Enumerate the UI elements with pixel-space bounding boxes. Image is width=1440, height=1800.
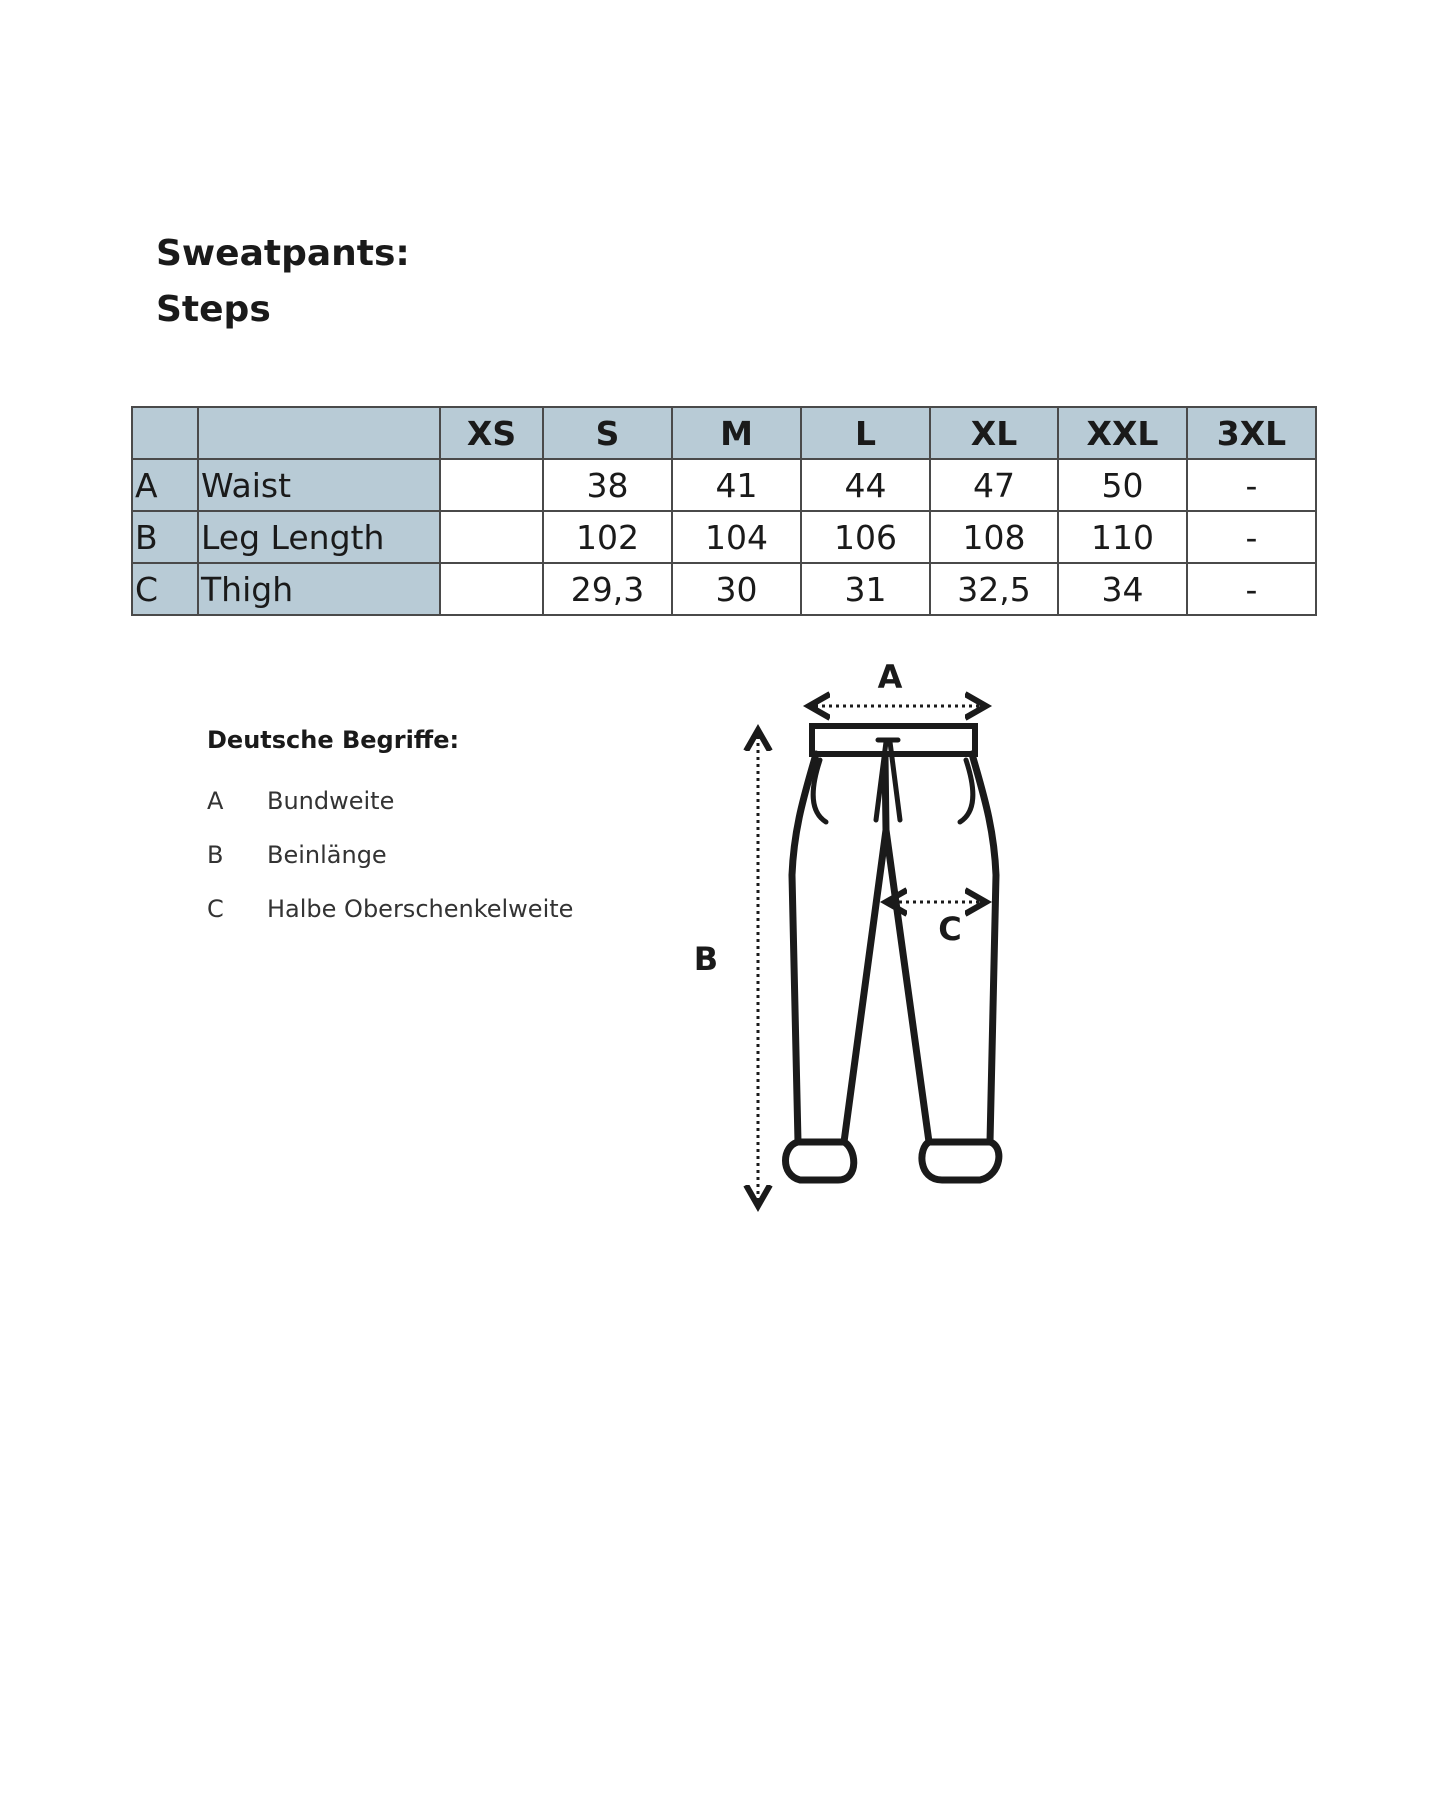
label-b: B — [693, 940, 719, 978]
header-size-l: L — [801, 407, 930, 459]
sweatpants-outline-icon — [660, 640, 1060, 1220]
label-a: A — [877, 658, 903, 696]
right-pocket — [960, 760, 973, 822]
table-cell: 102 — [543, 511, 672, 563]
page-title: Sweatpants: — [156, 233, 410, 274]
legend-term: Beinlänge — [267, 841, 387, 869]
row-code: C — [132, 563, 198, 615]
row-code: B — [132, 511, 198, 563]
table-cell: 106 — [801, 511, 930, 563]
header-size-3xl: 3XL — [1187, 407, 1316, 459]
left-pocket — [813, 760, 826, 822]
legend-item — [207, 774, 573, 828]
table-cell: - — [1187, 459, 1316, 511]
legend-item — [207, 882, 573, 936]
header-size-xxl: XXL — [1058, 407, 1187, 459]
header-size-m: M — [672, 407, 801, 459]
table-row — [132, 511, 1316, 563]
size-table — [131, 406, 1317, 616]
page-subtitle: Steps — [156, 289, 271, 330]
table-row — [132, 459, 1316, 511]
legend-code: B — [207, 841, 224, 869]
title-block — [156, 226, 410, 338]
table-cell: 44 — [801, 459, 930, 511]
table-cell: 104 — [672, 511, 801, 563]
table-cell: - — [1187, 563, 1316, 615]
table-cell: 34 — [1058, 563, 1187, 615]
table-header-row — [132, 407, 1316, 459]
row-code: A — [132, 459, 198, 511]
legend-item — [207, 828, 573, 882]
legend-code: A — [207, 787, 224, 815]
sweatpants-diagram — [660, 640, 1060, 1220]
pants-body — [792, 754, 996, 1142]
table-cell: 29,3 — [543, 563, 672, 615]
left-cuff — [786, 1142, 854, 1180]
table-row — [132, 563, 1316, 615]
header-size-xs: XS — [440, 407, 543, 459]
right-cuff — [922, 1142, 999, 1180]
header-size-xl: XL — [930, 407, 1058, 459]
german-terms-legend — [207, 726, 573, 936]
table-cell: 31 — [801, 563, 930, 615]
table-cell: 30 — [672, 563, 801, 615]
row-label: Leg Length — [198, 511, 440, 563]
table-cell — [440, 563, 543, 615]
table-cell: 38 — [543, 459, 672, 511]
table-cell: - — [1187, 511, 1316, 563]
table-cell: 32,5 — [930, 563, 1058, 615]
table-cell — [440, 459, 543, 511]
label-c: C — [938, 910, 962, 948]
table-cell: 41 — [672, 459, 801, 511]
header-cell-blank — [132, 407, 198, 459]
legend-term: Halbe Oberschenkelweite — [267, 895, 574, 923]
header-size-s: S — [543, 407, 672, 459]
legend-title: Deutsche Begriffe: — [207, 726, 460, 754]
row-label: Thigh — [198, 563, 440, 615]
row-label: Waist — [198, 459, 440, 511]
table-cell: 47 — [930, 459, 1058, 511]
legend-code: C — [207, 895, 224, 923]
header-cell-blank — [198, 407, 440, 459]
table-cell — [440, 511, 543, 563]
table-cell: 108 — [930, 511, 1058, 563]
table-cell: 50 — [1058, 459, 1187, 511]
legend-term: Bundweite — [267, 787, 395, 815]
table-cell: 110 — [1058, 511, 1187, 563]
